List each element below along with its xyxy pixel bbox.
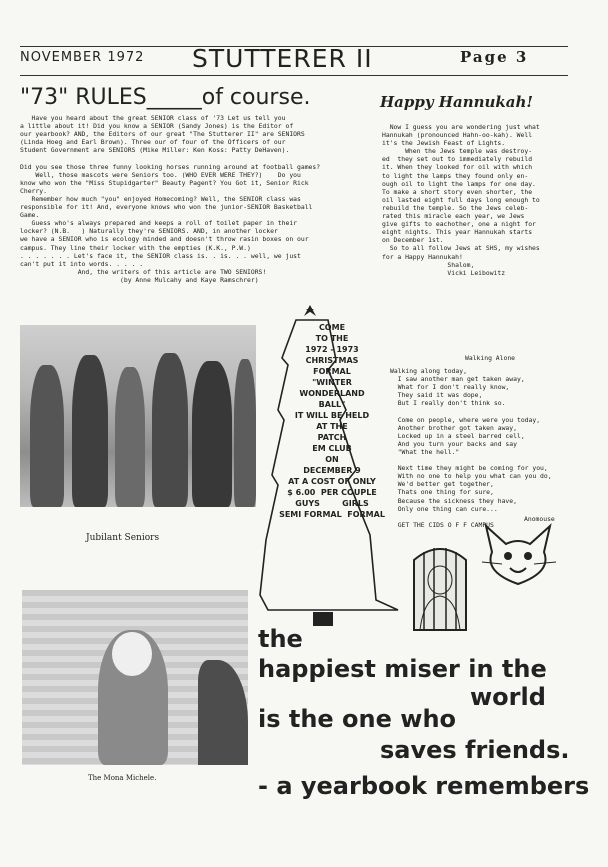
yearbook-ad-line6: - a yearbook remembers	[258, 772, 590, 800]
yearbook-ad-line4: is the one who	[258, 705, 457, 733]
poem-author: Anomouse	[524, 515, 555, 523]
issue-date: NOVEMBER 1972	[20, 50, 145, 65]
hannukah-headline: Happy Hannukah!	[380, 93, 534, 111]
photo1-caption: Jubilant Seniors	[86, 533, 160, 543]
yearbook-ad-line1: the	[258, 625, 303, 653]
article-body: Have you heard about the great SENIOR class of '73 Let us tell you a little about it! Did you know a SENIOR (Sandy Jones) is the Editor of our yearbook? AND, the Editors of our great "The Stutterer II" are SENIORS (Linda Hoeg and Earl Brown). Three our of four of the Officers of our Student Government are SENIORS (Mike Miller: Ken Koss: Patty DeHaven). Did you see those three funny looking horses running around at football games? Well, those mascots were Seniors too. (WHO EVER WERE THEY?) Do you know who won the "Miss Stupidgarter" Beauty Pagent? You Got it, Senior Rick Cherry. Remember how much "you" enjoyed Homecoming? Well, the SENIOR class was responsible for it! And, everyone knows who won the junior-SENIOR Basketball Game. Guess who's always prepared and keeps a roll of toilet paper in their locker? (N.B. ) Naturally they're SENIORS. AND, in another locker we have a SENIOR who is ecology minded and doesn't throw rasin boxes on our campus. They line their locker with the empties (K.K., P.W.) . . . . . . . Let's face it, the SENIOR class is. . is. . . well, we just can't put it into words. . . . . And, the writers of this article are TWO SENIORS! (by Anne Mulcahy and Kaye Ramschrer)	[20, 114, 321, 284]
yearbook-ad-line2: happiest miser in the	[258, 655, 547, 683]
cat-drawing	[472, 522, 564, 594]
newspaper-title: STUTTERER II	[192, 44, 373, 73]
hannukah-body: Now I guess you are wondering just what Hannukah (pronounced Hahn-oo-kah). Well it's the Jewish Feast of Lights. When the Jews temple was destroy- ed they set out to immediately rebuild it. When they looked for oil with which to light the lamps they found only en- ough oil to light the lamps for one day. To make a short story even shorter, the oil lasted eight full days long enough to rebuild the temple. So the Jews celeb- rated this miracle each year, we Jews give gifts to eachother, one a night for eight nights. This year Hannukah starts on December 1st. So to all follow Jews at SHS, my wishes for a Happy Hannukah! Shalom, Vicki Leibowitz	[382, 123, 540, 277]
jubilant-seniors-photo	[20, 325, 256, 507]
masthead-bottom-rule	[20, 75, 568, 76]
mona-michele-photo	[22, 590, 248, 765]
poem-body: Walking along today, I saw another man get taken away, What for I don't really know, They said it was dope, But I really don't think so. Come on people, where were you today, Another brother got taken away, Locked up in a steel barred cell, And you turn your backs and say "What the hell." Next time they might be coming for you, With no one to help you what can you do, We'd better get together, Thats one thing for sure, Because the sickness they have, Only one thing can cure... GET THE CIDS O F F CAMPUS	[390, 367, 552, 529]
photo2-caption: The Mona Michele.	[88, 774, 157, 782]
christmas-formal-text: COME TO THE 1972 - 1973 CHRISTMAS FORMAL "WINTER WONDERLAND BALL" IT WILL BE HELD AT THE PATCH EM CLUB ON DECEMBER 9 AT A COST OF ONLY $ 6.00 PER COUPLE GUYS GIRLS SEMI FORMAL FORMAL	[279, 323, 385, 519]
poem-title: Walking Alone	[465, 354, 516, 362]
article-headline: "73" RULES_____of course.	[20, 85, 311, 110]
yearbook-ad-line5: saves friends.	[380, 736, 570, 764]
jail-cell-drawing	[404, 540, 476, 640]
yearbook-ad-line3: world	[470, 683, 546, 711]
page-number: Page 3	[460, 48, 529, 66]
